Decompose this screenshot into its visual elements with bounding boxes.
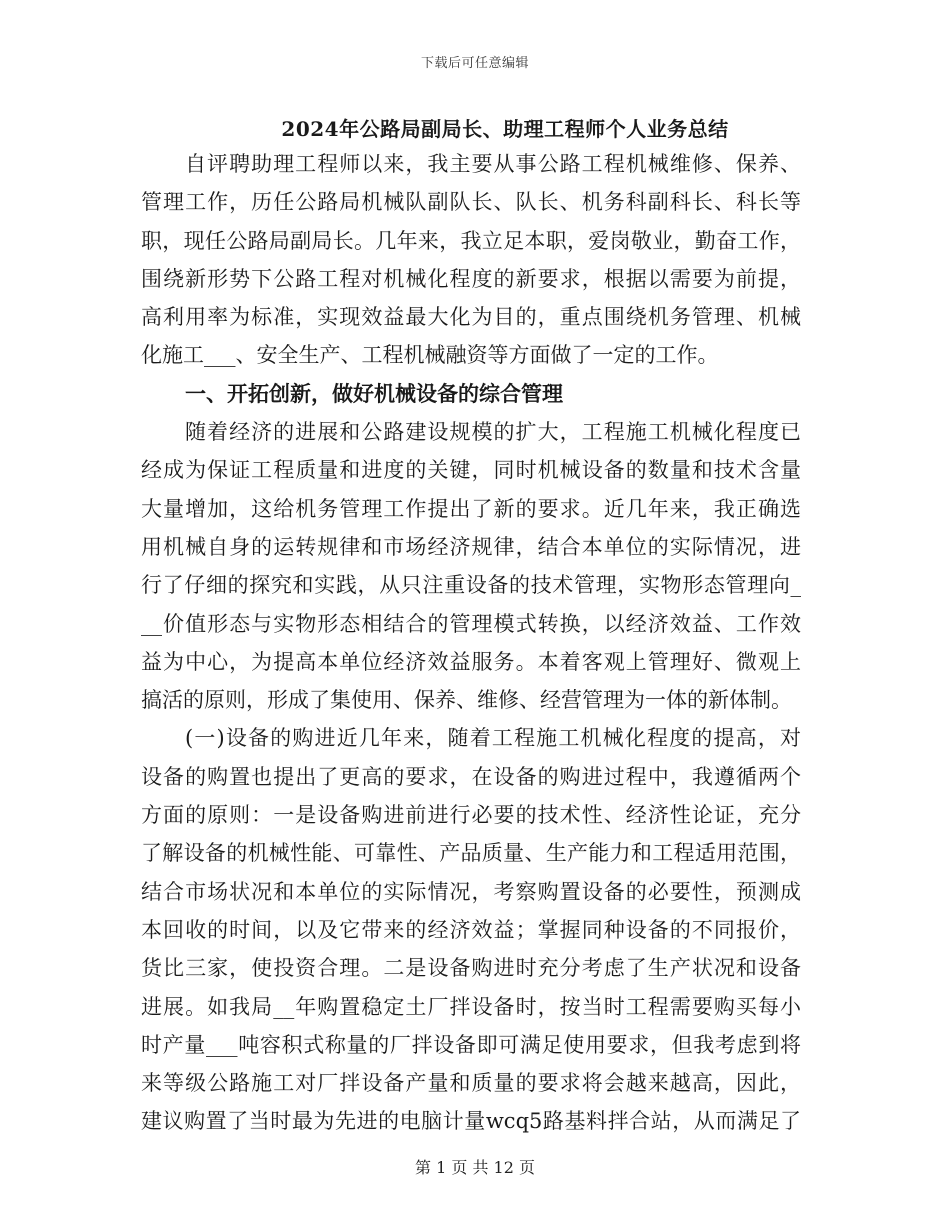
body-line: 货比三家，使投资合理。二是设备购进时充分考虑了生产状况和设备 <box>141 956 801 981</box>
document-title: 2024年公路局副局长、助理工程师个人业务总结 <box>281 117 729 141</box>
body-line: 高利用率为标准，实现效益最大化为目的，重点围绕机务管理、机械 <box>141 305 801 330</box>
body-line: 设备的购置也提出了更高的要求，在设备的购进过程中，我遵循两个 <box>141 764 801 789</box>
body-line: 建议购置了当时最为先进的电脑计量wcq5路基料拌合站，从而满足了 <box>141 1109 801 1134</box>
body-line: (一)设备的购进近几年来，随着工程施工机械化程度的提高，对 <box>185 726 801 751</box>
document-body <box>141 145 801 1141</box>
body-line: 益为中心，为提高本单位经济效益服务。本着客观上管理好、微观上 <box>141 649 801 674</box>
body-line: 管理工作，历任公路局机械队副队长、队长、机务科副科长、科长等 <box>141 190 801 215</box>
body-line: 随着经济的进展和公路建设规模的扩大，工程施工机械化程度已 <box>185 420 801 445</box>
body-line: 化施工___、安全生产、工程机械融资等方面做了一定的工作。 <box>141 343 719 368</box>
header-note: 下载后可任意编辑 <box>420 56 529 71</box>
body-line: 方面的原则：一是设备购进前进行必要的技术性、经济性论证，充分 <box>141 803 801 828</box>
page-number: 第 1 页 共 12 页 <box>415 1158 535 1177</box>
body-line: __价值形态与实物形态相结合的管理模式转换，以经济效益、工作效 <box>141 611 801 636</box>
body-line: 时产量___吨容积式称量的厂拌设备即可满足使用要求，但我考虑到将 <box>141 1032 801 1057</box>
body-line: 用机械自身的运转规律和市场经济规律，结合本单位的实际情况，进 <box>141 534 801 559</box>
body-line: 进展。如我局__年购置稳定土厂拌设备时，按当时工程需要购买每小 <box>141 994 801 1019</box>
body-line: 经成为保证工程质量和进度的关键，同时机械设备的数量和技术含量 <box>141 458 801 483</box>
body-line: 来等级公路施工对厂拌设备产量和质量的要求将会越来越高，因此， <box>141 1071 801 1096</box>
body-line: 大量增加，这给机务管理工作提出了新的要求。近几年来，我正确选 <box>141 496 801 521</box>
section-heading: 一、开拓创新，做好机械设备的综合管理 <box>185 380 563 406</box>
body-line: 结合市场状况和本单位的实际情况，考察购置设备的必要性，预测成 <box>141 879 801 904</box>
body-line: 围绕新形势下公路工程对机械化程度的新要求，根据以需要为前提， <box>141 266 801 291</box>
body-line: 行了仔细的探究和实践，从只注重设备的技术管理，实物形态管理向_ <box>141 573 801 598</box>
body-line: 职，现任公路局副局长。几年来，我立足本职，爱岗敬业，勤奋工作， <box>141 228 801 253</box>
body-line: 自评聘助理工程师以来，我主要从事公路工程机械维修、保养、 <box>185 152 801 176</box>
body-line: 本回收的时间，以及它带来的经济效益；掌握同种设备的不同报价， <box>141 917 801 942</box>
body-line: 了解设备的机械性能、可靠性、产品质量、生产能力和工程适用范围， <box>141 841 801 866</box>
body-line: 搞活的原则，形成了集使用、保养、维修、经营管理为一体的新体制。 <box>141 688 792 713</box>
